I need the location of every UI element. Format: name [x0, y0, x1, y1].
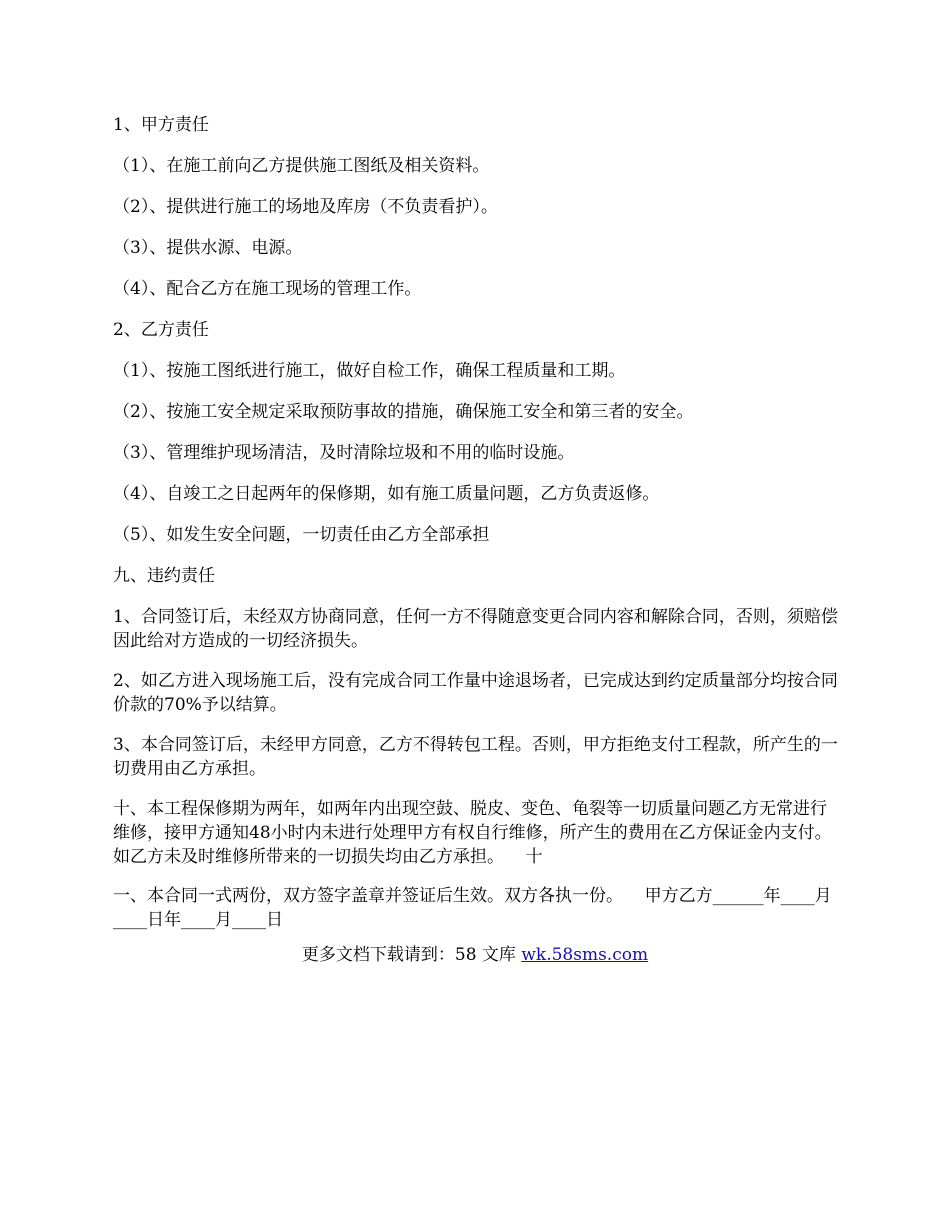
section-heading-party-a: 1、甲方责任 [113, 115, 209, 135]
section-heading-party-b: 2、乙方责任 [113, 320, 209, 340]
paragraph-a2: （2）、提供进行施工的场地及库房（不负责看护）。 [113, 197, 498, 217]
paragraph-b3: （3）、管理维护现场清洁，及时清除垃圾和不用的临时设施。 [113, 443, 575, 463]
footer-prefix: 更多文档下载请到：58 文库 [301, 945, 522, 965]
paragraph-a1: （1）、在施工前向乙方提供施工图纸及相关资料。 [113, 156, 490, 176]
paragraph-a3: （3）、提供水源、电源。 [113, 238, 303, 258]
paragraph-breach-3: 3、本合同签订后，未经甲方同意，乙方不得转包工程。否则，甲方拒绝支付工程款，所产生的一切费用由乙方承担。 [113, 735, 838, 779]
footer [0, 943, 950, 967]
paragraph-breach-2: 2、如乙方进入现场施工后，没有完成合同工作量中途退场者，已完成达到约定质量部分均按合同价款的70%予以结算。 [113, 671, 838, 715]
paragraph-a4: （4）、配合乙方在施工现场的管理工作。 [113, 279, 422, 299]
paragraph-b2: （2）、按施工安全规定采取预防事故的措施，确保施工安全和第三者的安全。 [113, 402, 694, 422]
section-heading-breach: 九、违约责任 [113, 566, 215, 586]
paragraph-b5: （5）、如发生安全问题，一切责任由乙方全部承担 [113, 525, 490, 545]
paragraph-b4: （4）、自竣工之日起两年的保修期，如有施工质量问题，乙方负责返修。 [113, 484, 660, 504]
footer-link[interactable]: wk.58sms.com [521, 945, 649, 965]
paragraph-breach-1: 1、合同签订后，未经双方协商同意，任何一方不得随意变更合同内容和解除合同，否则，须赔偿因此给对方造成的一切经济损失。 [113, 607, 838, 651]
paragraph-warranty: 十、本工程保修期为两年，如两年内出现空鼓、脱皮、变色、龟裂等一切质量问题乙方无常进行维修，接甲方通知48小时内未进行处理甲方有权自行维修，所产生的费用在乙方保证金内支付。如乙方未及时维修所带来的一切损失均由乙方承担。 十 [113, 799, 832, 867]
paragraph-b1: （1）、按施工图纸进行施工，做好自检工作，确保工程质量和工期。 [113, 361, 626, 381]
paragraph-copies-signature: 一、本合同一式两份，双方签字盖章并签证后生效。双方各执一份。 甲方乙方______年____月____日年____月____日 [113, 886, 832, 930]
